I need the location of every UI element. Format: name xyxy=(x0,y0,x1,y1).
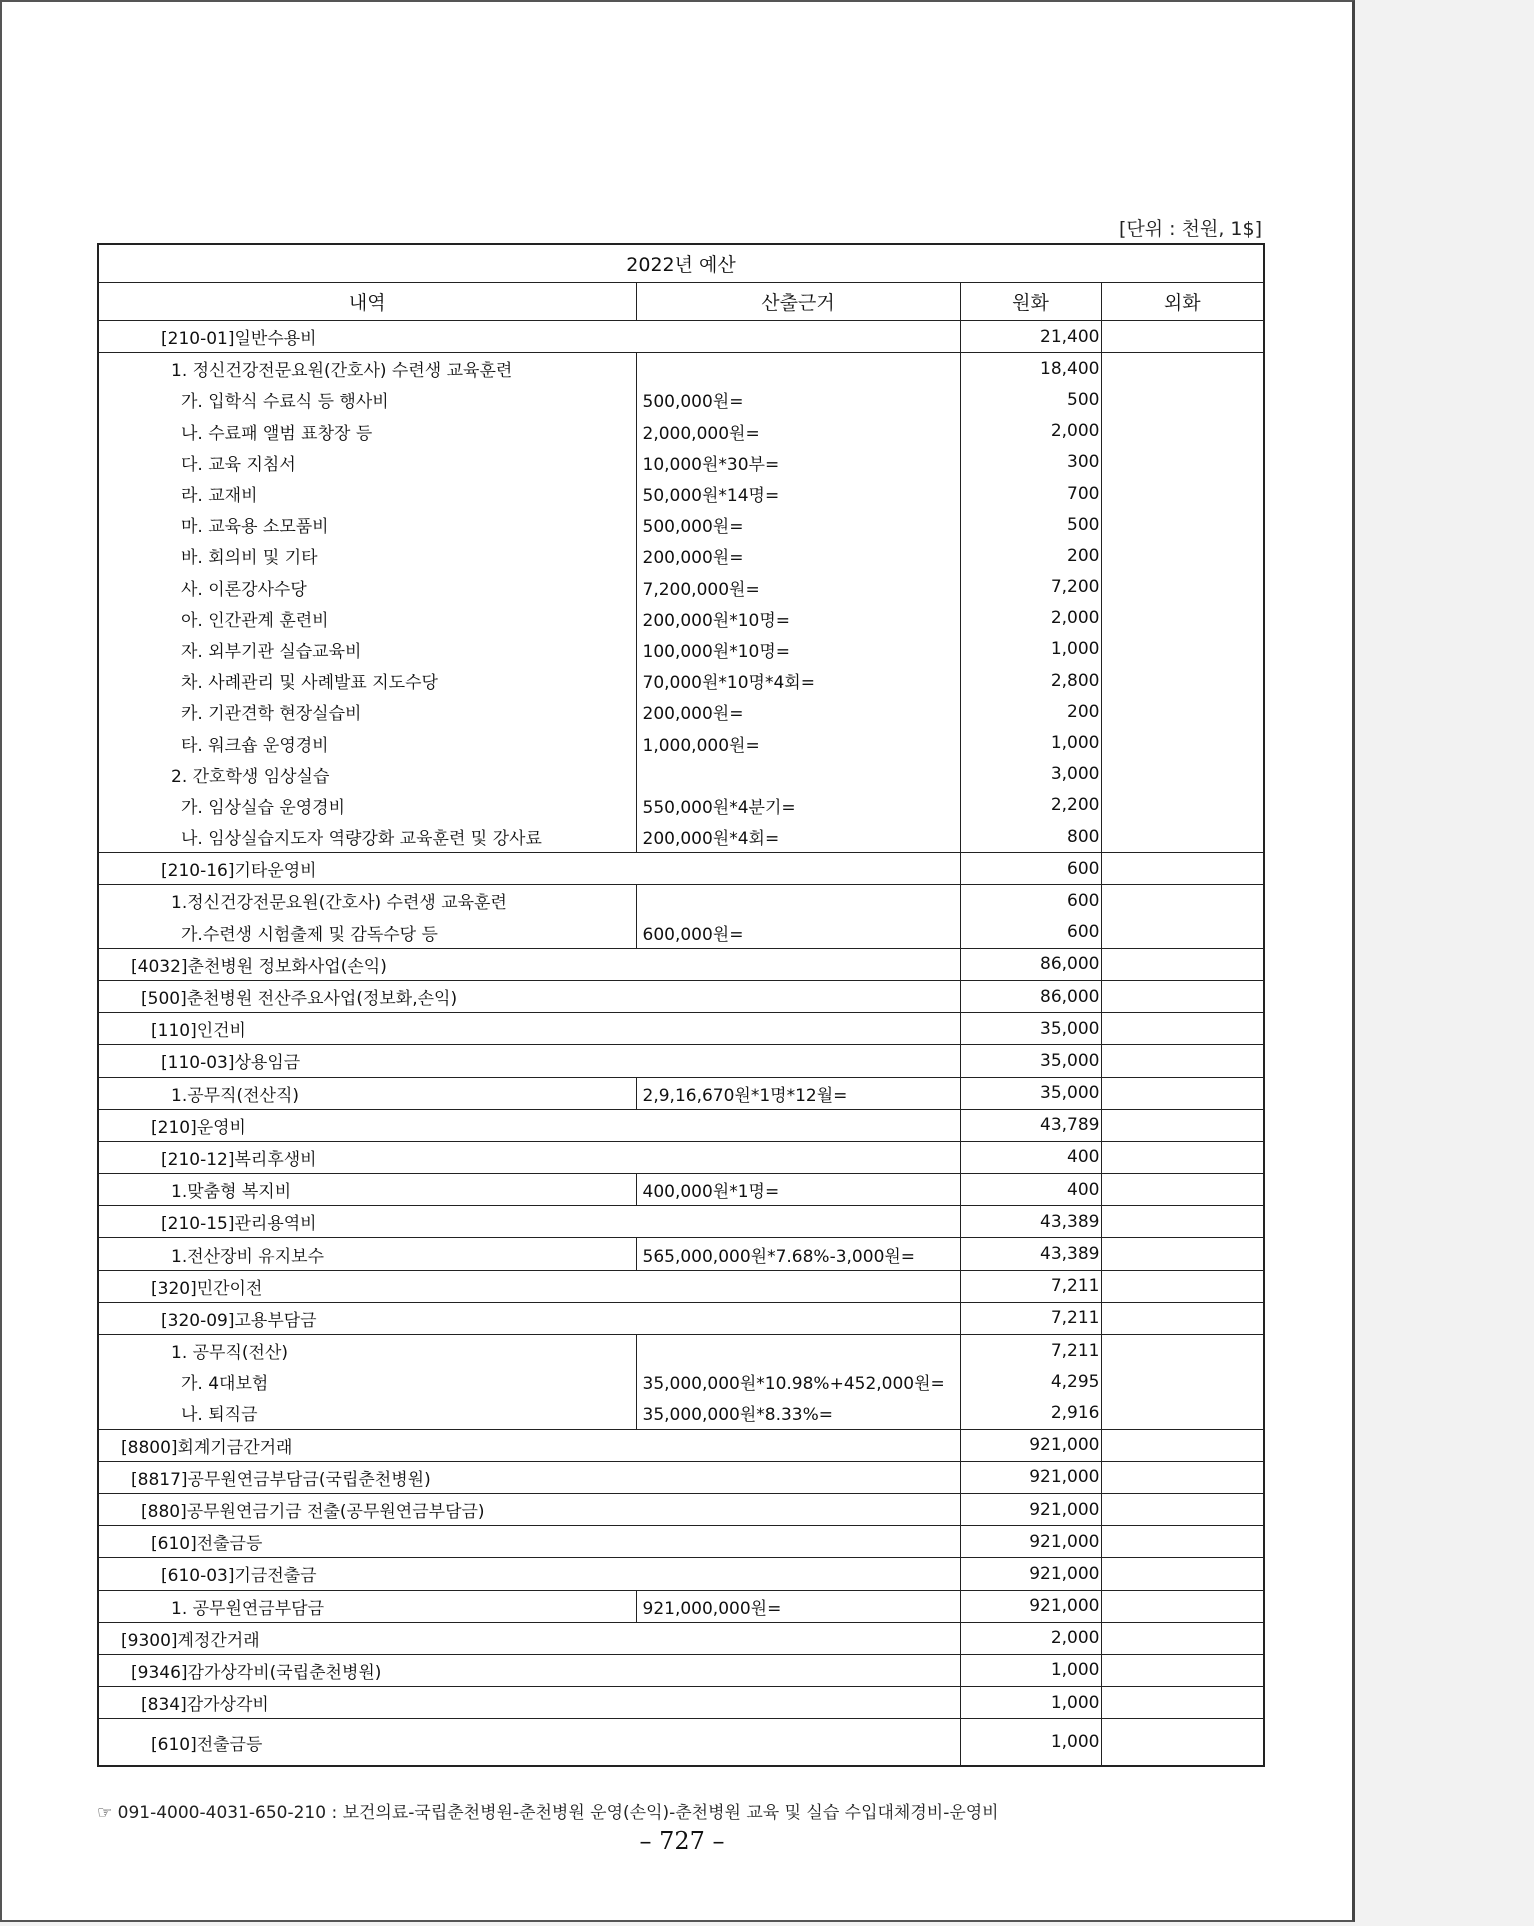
table-row xyxy=(98,917,1264,949)
table-row xyxy=(98,353,1264,385)
table-row xyxy=(98,1526,1264,1558)
row-basis: 35,000,000원*8.33%= xyxy=(636,1397,960,1429)
row-basis: 400,000원*1명= xyxy=(636,1174,960,1206)
row-won-amount: 600 xyxy=(960,917,1101,949)
row-basis: 100,000원*10명= xyxy=(636,634,960,665)
row-foreign-amount xyxy=(1101,759,1264,790)
row-basis: 7,200,000원= xyxy=(636,572,960,603)
row-basis: 200,000원*10명= xyxy=(636,603,960,634)
row-description: 사. 이론강사수당 xyxy=(98,572,636,603)
row-foreign-amount xyxy=(1101,572,1264,603)
row-description: 가.수련생 시험출제 및 감독수당 등 xyxy=(98,917,636,949)
row-won-amount: 86,000 xyxy=(960,948,1101,980)
table-row xyxy=(98,1429,1264,1461)
row-description: 바. 회의비 및 기타 xyxy=(98,540,636,571)
row-basis: 600,000원= xyxy=(636,917,960,949)
table-row xyxy=(98,1590,1264,1622)
row-won-amount: 7,211 xyxy=(960,1270,1101,1302)
table-row xyxy=(98,384,1264,415)
table-row xyxy=(98,509,1264,540)
row-won-amount: 4,295 xyxy=(960,1366,1101,1397)
row-foreign-amount xyxy=(1101,603,1264,634)
row-description: 1. 공무직(전산) xyxy=(98,1335,636,1367)
table-row xyxy=(98,1719,1264,1767)
table-row xyxy=(98,447,1264,478)
row-description: [500]춘천병원 전산주요사업(정보화,손익) xyxy=(98,980,960,1012)
row-description: 가. 입학식 수료식 등 행사비 xyxy=(98,384,636,415)
row-basis: 10,000원*30부= xyxy=(636,447,960,478)
row-description: [8817]공무원연금부담금(국립춘천병원) xyxy=(98,1461,960,1493)
row-foreign-amount xyxy=(1101,509,1264,540)
table-row xyxy=(98,1687,1264,1719)
row-won-amount: 921,000 xyxy=(960,1461,1101,1493)
row-description: 가. 4대보험 xyxy=(98,1366,636,1397)
table-row xyxy=(98,1335,1264,1367)
row-description: 1. 정신건강전문요원(간호사) 수련생 교육훈련 xyxy=(98,353,636,385)
table-row xyxy=(98,1238,1264,1270)
row-foreign-amount xyxy=(1101,1270,1264,1302)
row-won-amount: 200 xyxy=(960,696,1101,727)
row-foreign-amount xyxy=(1101,1109,1264,1141)
row-basis: 200,000원= xyxy=(636,540,960,571)
row-won-amount: 7,200 xyxy=(960,572,1101,603)
row-won-amount: 2,916 xyxy=(960,1397,1101,1429)
table-row xyxy=(98,1045,1264,1077)
row-foreign-amount xyxy=(1101,1302,1264,1334)
row-foreign-amount xyxy=(1101,478,1264,509)
row-description: [210-01]일반수용비 xyxy=(98,321,960,353)
row-won-amount: 300 xyxy=(960,447,1101,478)
table-row xyxy=(98,1622,1264,1654)
foreign-header: 외화 xyxy=(1101,283,1264,321)
row-won-amount: 500 xyxy=(960,384,1101,415)
row-description: [880]공무원연금기금 전출(공무원연금부담금) xyxy=(98,1493,960,1525)
row-won-amount: 7,211 xyxy=(960,1335,1101,1367)
row-foreign-amount xyxy=(1101,1558,1264,1590)
row-won-amount: 800 xyxy=(960,821,1101,853)
table-row xyxy=(98,1558,1264,1590)
row-foreign-amount xyxy=(1101,948,1264,980)
row-basis: 1,000,000원= xyxy=(636,727,960,758)
row-basis: 500,000원= xyxy=(636,509,960,540)
table-row xyxy=(98,980,1264,1012)
row-foreign-amount xyxy=(1101,1013,1264,1045)
row-foreign-amount xyxy=(1101,447,1264,478)
row-foreign-amount xyxy=(1101,416,1264,447)
table-row xyxy=(98,790,1264,821)
row-foreign-amount xyxy=(1101,885,1264,917)
row-won-amount: 86,000 xyxy=(960,980,1101,1012)
table-row xyxy=(98,1302,1264,1334)
row-won-amount: 921,000 xyxy=(960,1429,1101,1461)
row-won-amount: 2,000 xyxy=(960,603,1101,634)
table-row xyxy=(98,1397,1264,1429)
table-row xyxy=(98,759,1264,790)
row-description: [610]전출금등 xyxy=(98,1719,960,1767)
row-foreign-amount xyxy=(1101,980,1264,1012)
desc-header: 내역 xyxy=(98,283,636,321)
budget-rows xyxy=(98,321,1264,1767)
row-won-amount: 1,000 xyxy=(960,1687,1101,1719)
table-row xyxy=(98,1461,1264,1493)
row-foreign-amount xyxy=(1101,1077,1264,1109)
row-foreign-amount xyxy=(1101,1493,1264,1525)
row-description: [4032]춘천병원 정보화사업(손익) xyxy=(98,948,960,980)
row-won-amount: 1,000 xyxy=(960,1654,1101,1686)
row-basis xyxy=(636,759,960,790)
table-row xyxy=(98,416,1264,447)
row-basis: 550,000원*4분기= xyxy=(636,790,960,821)
row-won-amount: 35,000 xyxy=(960,1013,1101,1045)
row-description: [9346]감가상각비(국립춘천병원) xyxy=(98,1654,960,1686)
row-won-amount: 400 xyxy=(960,1174,1101,1206)
table-row xyxy=(98,1654,1264,1686)
row-won-amount: 3,000 xyxy=(960,759,1101,790)
row-foreign-amount xyxy=(1101,1335,1264,1367)
row-won-amount: 35,000 xyxy=(960,1077,1101,1109)
row-basis: 2,9,16,670원*1명*12월= xyxy=(636,1077,960,1109)
row-description: [210]운영비 xyxy=(98,1109,960,1141)
table-row xyxy=(98,1077,1264,1109)
row-won-amount: 400 xyxy=(960,1141,1101,1173)
row-foreign-amount xyxy=(1101,1397,1264,1429)
row-foreign-amount xyxy=(1101,1045,1264,1077)
row-foreign-amount xyxy=(1101,696,1264,727)
row-foreign-amount xyxy=(1101,790,1264,821)
row-description: 나. 임상실습지도자 역량강화 교육훈련 및 강사료 xyxy=(98,821,636,853)
row-won-amount: 600 xyxy=(960,853,1101,885)
table-row xyxy=(98,634,1264,665)
row-foreign-amount xyxy=(1101,727,1264,758)
row-foreign-amount xyxy=(1101,853,1264,885)
row-description: 다. 교육 지침서 xyxy=(98,447,636,478)
row-won-amount: 2,200 xyxy=(960,790,1101,821)
row-description: 라. 교재비 xyxy=(98,478,636,509)
row-foreign-amount xyxy=(1101,1366,1264,1397)
table-row xyxy=(98,853,1264,885)
table-row xyxy=(98,665,1264,696)
row-description: [610-03]기금전출금 xyxy=(98,1558,960,1590)
row-basis xyxy=(636,885,960,917)
row-won-amount: 700 xyxy=(960,478,1101,509)
row-description: 타. 워크숍 운영경비 xyxy=(98,727,636,758)
row-won-amount: 500 xyxy=(960,509,1101,540)
table-row xyxy=(98,572,1264,603)
row-foreign-amount xyxy=(1101,353,1264,385)
table-row xyxy=(98,1174,1264,1206)
row-won-amount: 600 xyxy=(960,885,1101,917)
row-description: 마. 교육용 소모품비 xyxy=(98,509,636,540)
row-won-amount: 2,000 xyxy=(960,416,1101,447)
row-description: 차. 사례관리 및 사례발표 지도수당 xyxy=(98,665,636,696)
row-description: [210-15]관리용역비 xyxy=(98,1206,960,1238)
table-row xyxy=(98,321,1264,353)
row-description: [9300]계정간거래 xyxy=(98,1622,960,1654)
row-foreign-amount xyxy=(1101,321,1264,353)
table-row xyxy=(98,603,1264,634)
row-basis: 565,000,000원*7.68%-3,000원= xyxy=(636,1238,960,1270)
row-foreign-amount xyxy=(1101,540,1264,571)
row-won-amount: 921,000 xyxy=(960,1558,1101,1590)
row-foreign-amount xyxy=(1101,1719,1264,1767)
table-row xyxy=(98,1206,1264,1238)
row-description: 1.정신건강전문요원(간호사) 수련생 교육훈련 xyxy=(98,885,636,917)
row-foreign-amount xyxy=(1101,1206,1264,1238)
row-description: [834]감가상각비 xyxy=(98,1687,960,1719)
page-number: – 727 – xyxy=(639,1827,725,1855)
row-basis: 2,000,000원= xyxy=(636,416,960,447)
row-won-amount: 7,211 xyxy=(960,1302,1101,1334)
row-description: [320-09]고용부담금 xyxy=(98,1302,960,1334)
row-description: [210-12]복리후생비 xyxy=(98,1141,960,1173)
won-header: 원화 xyxy=(960,283,1101,321)
row-won-amount: 2,800 xyxy=(960,665,1101,696)
row-description: 나. 수료패 앨범 표창장 등 xyxy=(98,416,636,447)
row-won-amount: 43,789 xyxy=(960,1109,1101,1141)
table-row xyxy=(98,478,1264,509)
row-description: 1.맞춤형 복지비 xyxy=(98,1174,636,1206)
row-description: 카. 기관견학 현장실습비 xyxy=(98,696,636,727)
table-row xyxy=(98,948,1264,980)
row-description: 1. 공무원연금부담금 xyxy=(98,1590,636,1622)
table-row xyxy=(98,540,1264,571)
row-won-amount: 2,000 xyxy=(960,1622,1101,1654)
row-foreign-amount xyxy=(1101,634,1264,665)
table-row xyxy=(98,696,1264,727)
row-won-amount: 921,000 xyxy=(960,1526,1101,1558)
row-won-amount: 43,389 xyxy=(960,1206,1101,1238)
row-foreign-amount xyxy=(1101,1654,1264,1686)
row-won-amount: 921,000 xyxy=(960,1493,1101,1525)
row-foreign-amount xyxy=(1101,917,1264,949)
row-won-amount: 1,000 xyxy=(960,1719,1101,1767)
row-won-amount: 18,400 xyxy=(960,353,1101,385)
table-row xyxy=(98,1270,1264,1302)
row-foreign-amount xyxy=(1101,1429,1264,1461)
row-basis: 921,000,000원= xyxy=(636,1590,960,1622)
row-basis: 200,000원*4회= xyxy=(636,821,960,853)
row-foreign-amount xyxy=(1101,665,1264,696)
row-basis: 200,000원= xyxy=(636,696,960,727)
row-foreign-amount xyxy=(1101,1174,1264,1206)
row-description: [8800]회계기금간거래 xyxy=(98,1429,960,1461)
row-won-amount: 35,000 xyxy=(960,1045,1101,1077)
table-row xyxy=(98,1109,1264,1141)
row-description: [210-16]기타운영비 xyxy=(98,853,960,885)
row-description: [610]전출금등 xyxy=(98,1526,960,1558)
row-description: 나. 퇴직금 xyxy=(98,1397,636,1429)
row-description: [110]인건비 xyxy=(98,1013,960,1045)
row-won-amount: 1,000 xyxy=(960,634,1101,665)
row-description: 아. 인간관계 훈련비 xyxy=(98,603,636,634)
row-won-amount: 921,000 xyxy=(960,1590,1101,1622)
row-foreign-amount xyxy=(1101,1461,1264,1493)
table-row xyxy=(98,1013,1264,1045)
row-won-amount: 43,389 xyxy=(960,1238,1101,1270)
table-row xyxy=(98,821,1264,853)
table-row xyxy=(98,885,1264,917)
row-foreign-amount xyxy=(1101,1622,1264,1654)
row-description: 가. 임상실습 운영경비 xyxy=(98,790,636,821)
row-won-amount: 21,400 xyxy=(960,321,1101,353)
row-foreign-amount xyxy=(1101,1687,1264,1719)
row-description: 1.전산장비 유지보수 xyxy=(98,1238,636,1270)
row-description: [110-03]상용임금 xyxy=(98,1045,960,1077)
row-description: 자. 외부기관 실습교육비 xyxy=(98,634,636,665)
table-row xyxy=(98,1141,1264,1173)
row-foreign-amount xyxy=(1101,821,1264,853)
row-basis xyxy=(636,1335,960,1367)
table-row xyxy=(98,1493,1264,1525)
footnote: ☞ 091-4000-4031-650-210 : 보건의료-국립춘천병원-춘천병원 운영(손익)-춘천병원 교육 및 실습 수입대체경비-운영비 xyxy=(97,1803,999,1823)
row-description: [320]민간이전 xyxy=(98,1270,960,1302)
budget-table xyxy=(97,243,1265,1767)
row-foreign-amount xyxy=(1101,384,1264,415)
row-foreign-amount xyxy=(1101,1238,1264,1270)
row-foreign-amount xyxy=(1101,1590,1264,1622)
row-basis: 35,000,000원*10.98%+452,000원= xyxy=(636,1366,960,1397)
row-basis xyxy=(636,353,960,385)
basis-header: 산출근거 xyxy=(636,283,960,321)
row-description: 1.공무직(전산직) xyxy=(98,1077,636,1109)
row-foreign-amount xyxy=(1101,1141,1264,1173)
row-won-amount: 1,000 xyxy=(960,727,1101,758)
unit-label: [단위 : 천원, 1$] xyxy=(1119,218,1262,240)
row-basis: 70,000원*10명*4회= xyxy=(636,665,960,696)
table-row xyxy=(98,727,1264,758)
row-basis: 500,000원= xyxy=(636,384,960,415)
row-basis: 50,000원*14명= xyxy=(636,478,960,509)
row-description: 2. 간호학생 임상실습 xyxy=(98,759,636,790)
year-header: 2022년 예산 xyxy=(98,244,1264,283)
table-row xyxy=(98,1366,1264,1397)
row-won-amount: 200 xyxy=(960,540,1101,571)
row-foreign-amount xyxy=(1101,1526,1264,1558)
